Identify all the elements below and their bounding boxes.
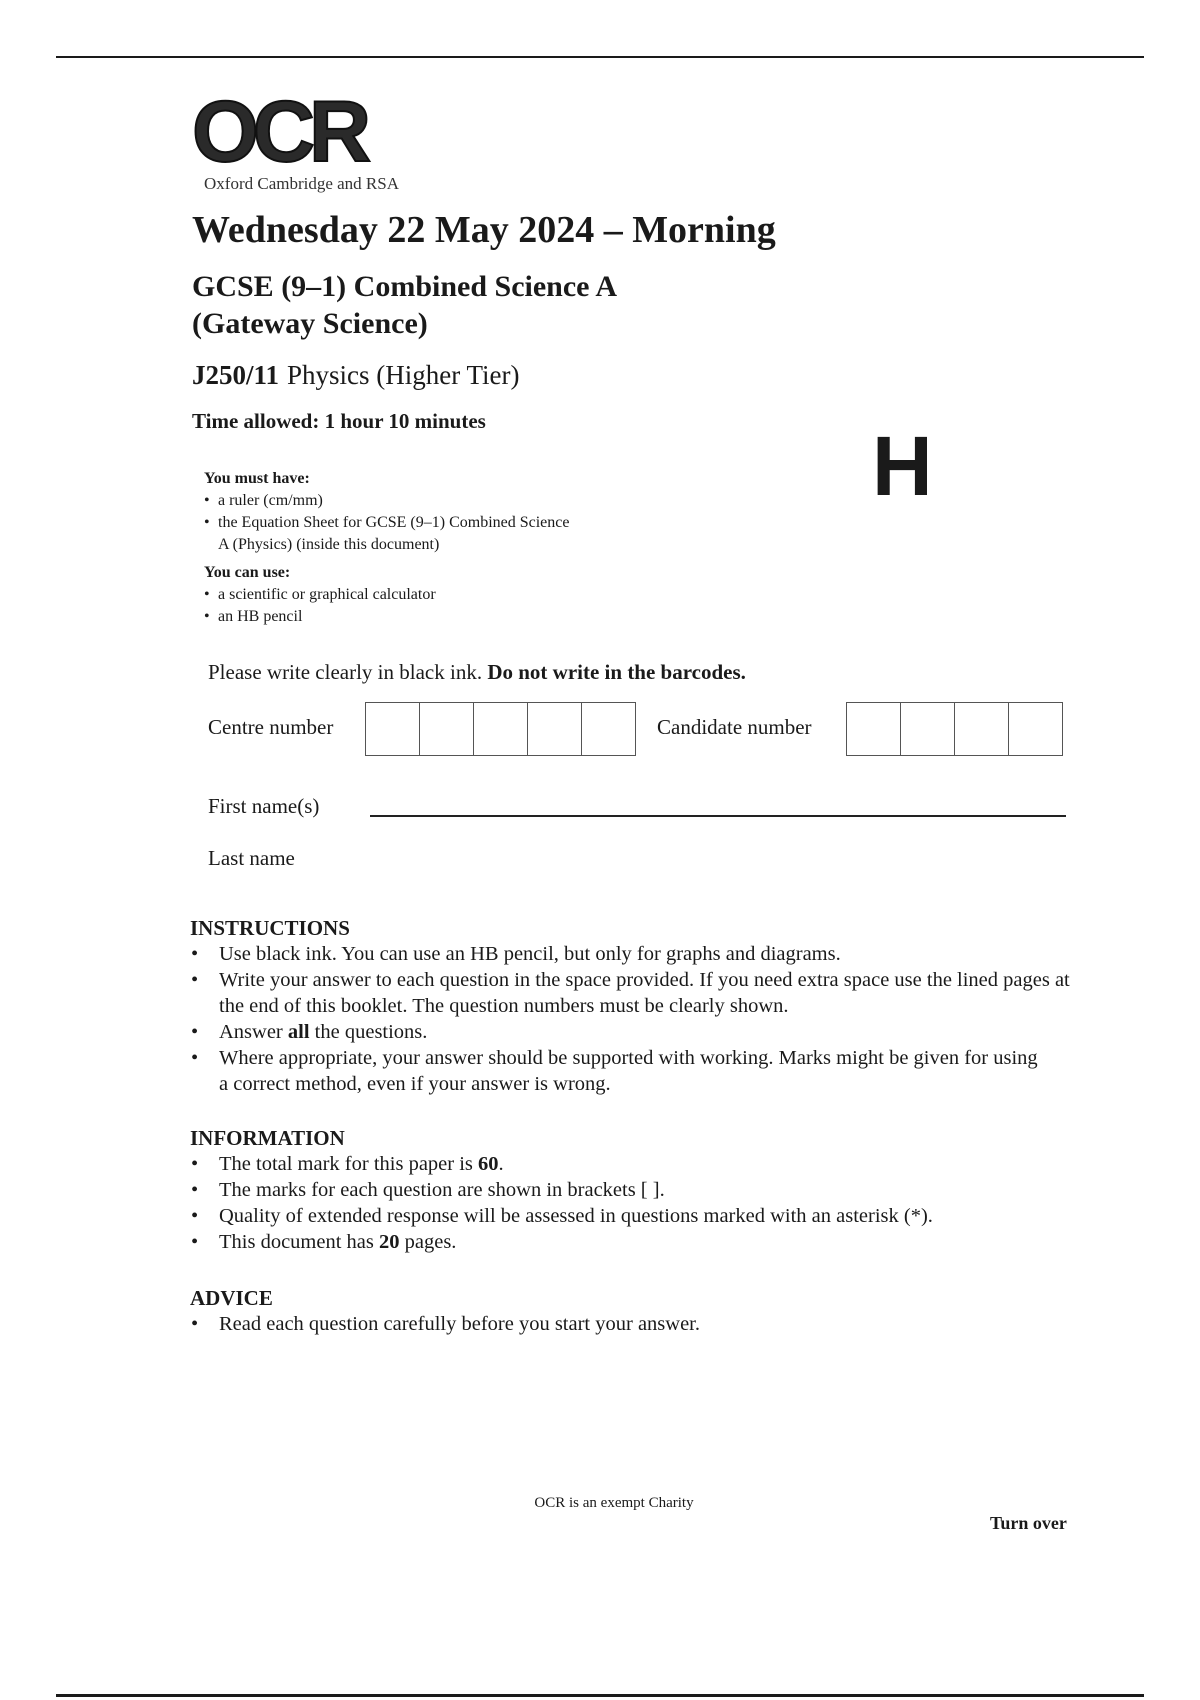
paper-code: J250/11 [192, 360, 280, 390]
list-item: • Quality of extended response will be assessed in questions marked with an asterisk (*). [190, 1203, 1090, 1229]
instructions-list [190, 941, 1090, 1097]
tier-letter: H [872, 419, 933, 513]
list-item: • This document has 20 pages. [190, 1229, 1090, 1255]
advice-list [190, 1311, 1090, 1337]
time-allowed: Time allowed: 1 hour 10 minutes [192, 409, 486, 433]
list-item: • a scientific or graphical calculator [204, 584, 578, 606]
must-have-heading: You must have: [204, 470, 310, 487]
digit-box[interactable] [955, 703, 1009, 755]
digit-box[interactable] [1009, 703, 1062, 755]
charity-note: OCR is an exempt Charity [534, 1495, 694, 1511]
can-use-list [204, 584, 578, 628]
list-item: • The total mark for this paper is 60. [190, 1151, 1090, 1177]
list-item: • an HB pencil [204, 606, 578, 628]
paper-title: Physics (Higher Tier) [287, 360, 520, 390]
information-heading: INFORMATION [190, 1126, 345, 1150]
instructions-heading: INSTRUCTIONS [190, 916, 350, 940]
write-instruction [208, 660, 746, 685]
list-item: • Use black ink. You can use an HB pencil, but only for graphs and diagrams. [190, 941, 1090, 967]
logo-mark: OCR [192, 84, 366, 180]
digit-box[interactable] [847, 703, 901, 755]
subject-title [192, 268, 617, 342]
ocr-logo [192, 84, 400, 194]
list-item: • the Equation Sheet for GCSE (9–1) Combined Science A (Physics) (inside this document) [204, 512, 578, 556]
top-rule [56, 56, 1144, 58]
can-use-heading: You can use: [204, 564, 291, 581]
instructions-section [190, 915, 1090, 1097]
exam-date: Wednesday 22 May 2024 – Morning [192, 209, 776, 251]
turn-over-label: Turn over [990, 1513, 1067, 1533]
digit-box[interactable] [528, 703, 582, 755]
digit-box[interactable] [901, 703, 955, 755]
bottom-rule [56, 1694, 1144, 1697]
information-list [190, 1151, 1090, 1255]
information-section [190, 1125, 1090, 1255]
digit-box[interactable] [420, 703, 474, 755]
candidate-number-label: Candidate number [657, 715, 812, 739]
candidate-number-boxes[interactable] [846, 702, 1063, 756]
centre-number-boxes[interactable] [365, 702, 636, 756]
list-item: • a ruler (cm/mm) [204, 490, 578, 512]
digit-box[interactable] [366, 703, 420, 755]
digit-box[interactable] [582, 703, 635, 755]
first-name-label: First name(s) [208, 794, 320, 818]
first-name-field[interactable] [370, 815, 1066, 817]
equipment-box [204, 468, 578, 634]
advice-section [190, 1285, 1090, 1337]
write-instruction-plain: Please write clearly in black ink. [208, 660, 483, 684]
list-item: • Write your answer to each question in the space provided. If you need extra space use the lined pages at the end of this booklet. The question numbers must be clearly shown. [190, 967, 1079, 1019]
list-item: • Answer all the questions. [190, 1019, 1090, 1045]
subject-line-2: (Gateway Science) [192, 307, 428, 340]
last-name-label: Last name [208, 846, 295, 870]
list-item: • Read each question carefully before you start your answer. [190, 1311, 1090, 1337]
digit-box[interactable] [474, 703, 528, 755]
paper-id [192, 360, 520, 391]
subject-line-1: GCSE (9–1) Combined Science A [192, 270, 618, 303]
centre-number-label: Centre number [208, 715, 334, 739]
must-have-list [204, 490, 578, 556]
logo-tagline: Oxford Cambridge and RSA [204, 174, 400, 193]
list-item: • Where appropriate, your answer should be supported with working. Marks might be given for using a correct method, even if your answer is wrong. [190, 1045, 1049, 1097]
list-item: • The marks for each question are shown in brackets [ ]. [190, 1177, 1090, 1203]
advice-heading: ADVICE [190, 1286, 273, 1310]
write-instruction-bold: Do not write in the barcodes. [487, 660, 746, 684]
